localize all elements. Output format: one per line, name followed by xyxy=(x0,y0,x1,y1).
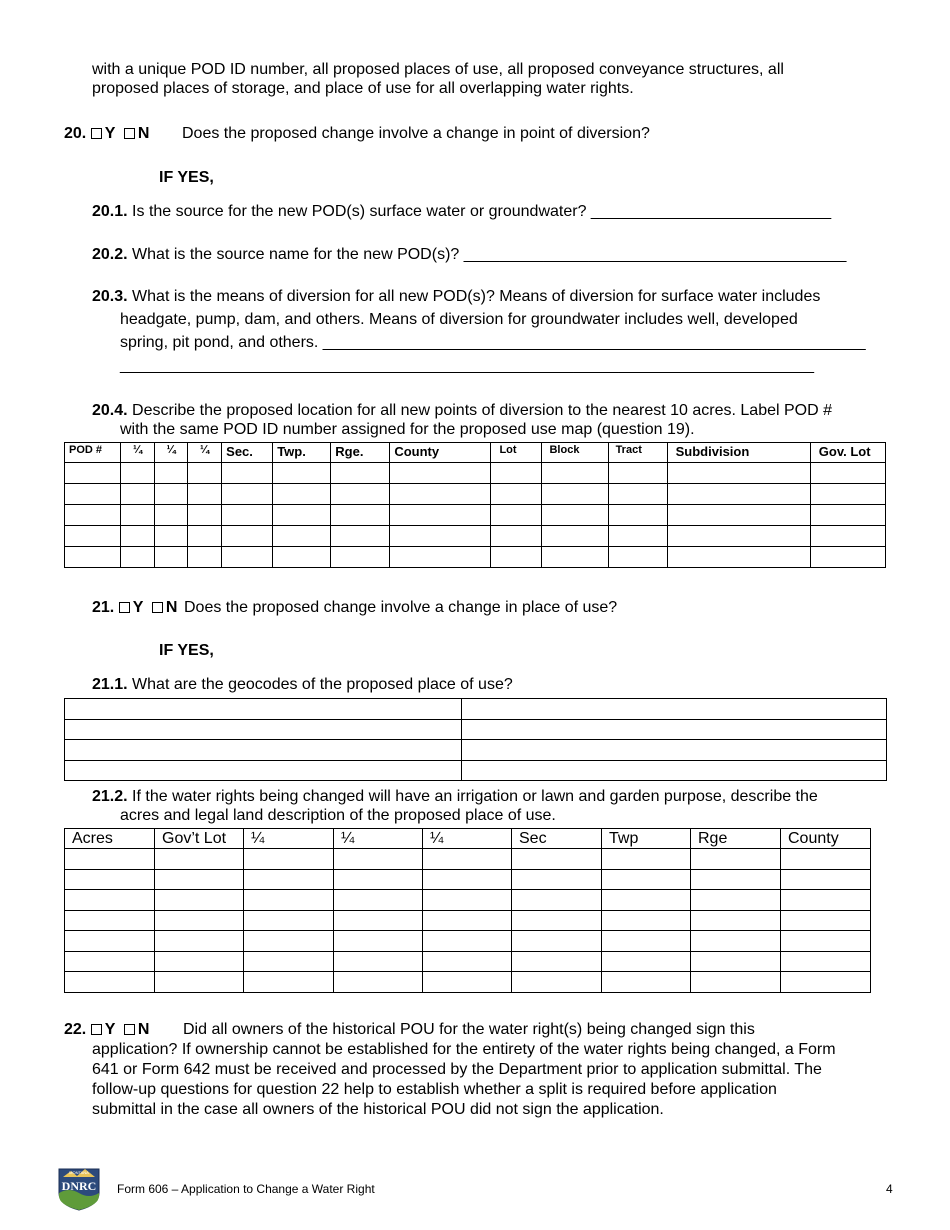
q20-1-number: 20.1. xyxy=(92,203,128,220)
table-row[interactable] xyxy=(65,463,886,484)
q20-1-text: Is the source for the new POD(s) surface water or groundwater? ___________________________ xyxy=(132,203,832,220)
table-row[interactable] xyxy=(65,699,887,720)
table-row[interactable] xyxy=(65,740,887,761)
q20-3-number: 20.3. xyxy=(92,288,128,305)
q21-2-number: 21.2. xyxy=(92,788,128,805)
q20-yes-checkbox[interactable] xyxy=(91,128,102,139)
geocode-cell[interactable] xyxy=(462,760,887,781)
q20-1 xyxy=(92,202,831,221)
geocode-cell[interactable] xyxy=(462,719,887,740)
table-row[interactable] xyxy=(65,890,871,911)
q20-no-label: N xyxy=(137,125,150,142)
q20-number: 20. xyxy=(64,125,87,142)
pou-col-twp: Twp xyxy=(602,829,691,849)
table-row[interactable] xyxy=(65,849,871,870)
geocode-cell[interactable] xyxy=(65,740,462,761)
q21-yes-label: Y xyxy=(132,599,144,616)
q22-line-2: application? If ownership cannot be established for the entirety of the water rights being changed, a Form xyxy=(92,1041,836,1058)
q21-2-line-2: acres and legal land description of the proposed place of use. xyxy=(120,807,556,824)
table-row[interactable] xyxy=(65,951,871,972)
geocode-table xyxy=(64,698,887,781)
table-row[interactable] xyxy=(65,931,871,952)
pod-col-subdivision: Subdivision xyxy=(667,443,810,463)
q20-3-line-2: headgate, pump, dam, and others. Means of diversion for groundwater includes well, developed xyxy=(120,311,798,328)
q20-3-line-1 xyxy=(92,287,820,306)
q22-number: 22. xyxy=(64,1021,87,1038)
q20-4-number: 20.4. xyxy=(92,402,128,419)
pod-table-header-row xyxy=(65,443,886,463)
q20-4-line-1 xyxy=(92,401,832,420)
q21-if-yes: IF YES, xyxy=(159,642,214,659)
pou-col-quarter-1: ¼ xyxy=(244,829,334,849)
footer-form-title: Form 606 – Application to Change a Water Right xyxy=(117,1182,375,1196)
table-row[interactable] xyxy=(65,547,886,568)
intro-line-2: proposed places of storage, and place of use for all overlapping water rights. xyxy=(92,80,634,97)
q21-number: 21. xyxy=(92,599,115,616)
pou-col-gov-lot: Gov’t Lot xyxy=(155,829,244,849)
pod-col-sec: Sec. xyxy=(222,443,273,463)
q21-yes-checkbox[interactable] xyxy=(119,602,130,613)
q20-4-line-2: with the same POD ID number assigned for the proposed use map (question 19). xyxy=(120,421,695,438)
table-row[interactable] xyxy=(65,505,886,526)
q21-2-text-1: If the water rights being changed will have an irrigation or lawn and garden purpose, describe the xyxy=(132,788,818,805)
pod-col-quarter-3: ¼ xyxy=(188,443,222,463)
q20-2-text: What is the source name for the new POD(s)? ___________________________________________ xyxy=(132,246,847,263)
geocode-cell[interactable] xyxy=(65,760,462,781)
table-row[interactable] xyxy=(65,526,886,547)
q21-1-number: 21.1. xyxy=(92,676,128,693)
table-row[interactable] xyxy=(65,484,886,505)
pou-col-county: County xyxy=(781,829,871,849)
dnrc-logo xyxy=(55,1163,103,1211)
pou-col-acres: Acres xyxy=(65,829,155,849)
pod-location-table xyxy=(64,442,886,568)
q20-yes-label: Y xyxy=(104,125,116,142)
q21-no-label: N xyxy=(165,599,178,616)
q20-no-checkbox[interactable] xyxy=(124,128,135,139)
q21-header xyxy=(92,598,177,617)
q20-4-text-1: Describe the proposed location for all new points of diversion to the nearest 10 acres. Label POD # xyxy=(132,402,832,419)
pod-col-rge: Rge. xyxy=(331,443,390,463)
pou-col-sec: Sec xyxy=(512,829,602,849)
pod-col-county: County xyxy=(390,443,491,463)
q20-header xyxy=(64,124,149,143)
pou-col-rge: Rge xyxy=(691,829,781,849)
geocode-cell[interactable] xyxy=(462,740,887,761)
q22-no-label: N xyxy=(137,1021,150,1038)
q22-header xyxy=(64,1020,149,1039)
q20-question: Does the proposed change involve a change in point of diversion? xyxy=(182,125,650,142)
table-row[interactable] xyxy=(65,719,887,740)
pou-table-header-row xyxy=(65,829,871,849)
q20-3-line-3: spring, pit pond, and others. _____________________________________________________________ xyxy=(120,334,866,351)
footer-page-number: 4 xyxy=(886,1182,893,1196)
table-row[interactable] xyxy=(65,760,887,781)
pod-col-pod: POD # xyxy=(65,443,121,463)
pod-col-quarter-2: ¼ xyxy=(155,443,188,463)
pou-col-quarter-3: ¼ xyxy=(423,829,512,849)
logo-top-text: MONTANA xyxy=(69,1170,89,1175)
q20-2-number: 20.2. xyxy=(92,246,128,263)
pou-col-quarter-2: ¼ xyxy=(334,829,423,849)
table-row[interactable] xyxy=(65,972,871,993)
pod-col-lot: Lot xyxy=(491,443,542,463)
q20-if-yes: IF YES, xyxy=(159,169,214,186)
q22-no-checkbox[interactable] xyxy=(124,1024,135,1035)
q21-1 xyxy=(92,675,513,694)
table-row[interactable] xyxy=(65,910,871,931)
q22-yes-checkbox[interactable] xyxy=(91,1024,102,1035)
q20-2 xyxy=(92,245,846,264)
geocode-cell[interactable] xyxy=(65,719,462,740)
q21-question: Does the proposed change involve a change in place of use? xyxy=(184,599,618,616)
pod-col-quarter-1: ¼ xyxy=(121,443,155,463)
pod-col-gov-lot: Gov. Lot xyxy=(810,443,885,463)
q21-2-line-1 xyxy=(92,787,818,806)
place-of-use-table xyxy=(64,828,871,993)
q22-line-3: 641 or Form 642 must be received and processed by the Department prior to application submittal. The xyxy=(92,1061,822,1078)
pod-col-twp: Twp. xyxy=(273,443,331,463)
pod-col-block: Block xyxy=(542,443,608,463)
q22-yes-label: Y xyxy=(104,1021,116,1038)
pod-col-tract: Tract xyxy=(608,443,667,463)
q20-3-text-1: What is the means of diversion for all new POD(s)? Means of diversion for surface water includes xyxy=(132,288,821,305)
q20-3-line-4: ______________________________________________________________________________ xyxy=(120,357,815,374)
intro-line-1: with a unique POD ID number, all proposed places of use, all proposed conveyance structures, all xyxy=(92,61,784,78)
logo-text: DNRC xyxy=(61,1179,97,1193)
geocode-cell[interactable] xyxy=(462,699,887,720)
q21-no-checkbox[interactable] xyxy=(152,602,163,613)
q21-1-text: What are the geocodes of the proposed place of use? xyxy=(132,676,513,693)
table-row[interactable] xyxy=(65,869,871,890)
q22-line-1: Did all owners of the historical POU for the water right(s) being changed sign this xyxy=(183,1021,755,1038)
geocode-cell[interactable] xyxy=(65,699,462,720)
q22-line-5: submittal in the case all owners of the historical POU did not sign the application. xyxy=(92,1101,664,1118)
q22-line-4: follow-up questions for question 22 help to establish whether a split is required before application xyxy=(92,1081,777,1098)
